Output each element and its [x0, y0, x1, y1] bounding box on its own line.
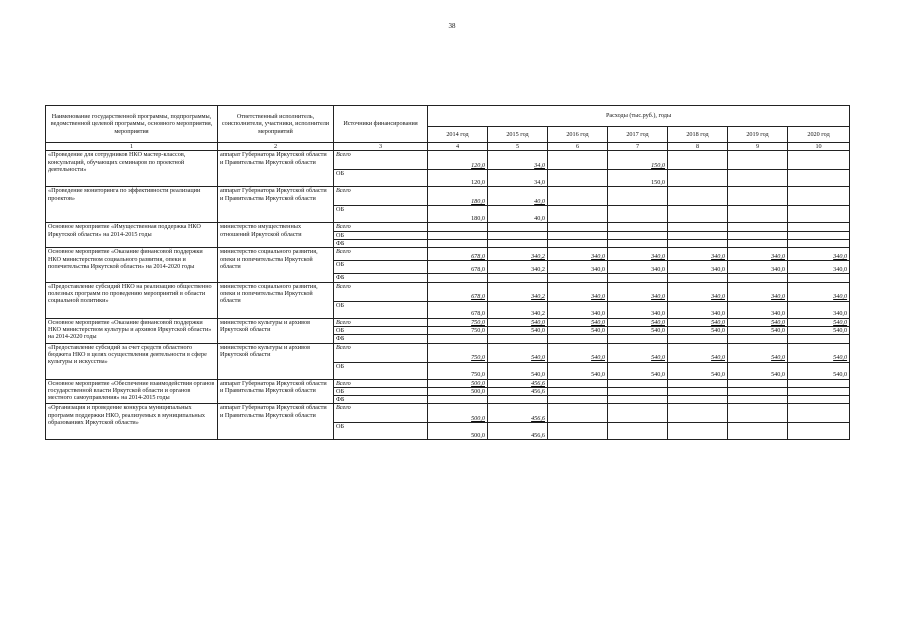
funding-source: ФБ — [334, 274, 428, 282]
expense-value: 150,0 — [608, 170, 668, 187]
header-expenses: Расходы (тыс.руб.), годы — [428, 106, 850, 127]
expense-value: 340,2 — [488, 248, 548, 261]
expense-value — [428, 335, 488, 343]
expense-value — [788, 379, 850, 387]
expense-value: 540,0 — [668, 326, 728, 334]
expense-value: 340,2 — [488, 261, 548, 274]
expense-value: 540,0 — [728, 343, 788, 362]
expense-value: 540,0 — [728, 326, 788, 334]
funding-source: Всего — [334, 318, 428, 326]
expense-value — [788, 170, 850, 187]
expense-value: 150,0 — [608, 151, 668, 170]
expense-value — [608, 239, 668, 247]
header-executor: Ответственный исполнитель, соисполнители, участники, исполнители мероприятий — [218, 106, 334, 143]
expense-value — [548, 223, 608, 231]
measure-name: «Проведение мониторинга по эффективности реализации проектов» — [46, 187, 218, 223]
expense-value: 750,0 — [428, 362, 488, 379]
header-year: 2015 год — [488, 127, 548, 143]
measure-name: «Организация и проведение конкурса муниципальных программ поддержки НКО, реализуемых в муниципальных образованиях Иркутской области» — [46, 404, 218, 440]
expense-value — [428, 396, 488, 404]
expense-value: 540,0 — [788, 362, 850, 379]
expense-value: 540,0 — [668, 318, 728, 326]
expense-value — [428, 231, 488, 239]
expense-value — [668, 187, 728, 206]
expense-value — [488, 239, 548, 247]
funding-source: ОБ — [334, 387, 428, 395]
table-row — [46, 343, 850, 362]
measure-executor: аппарат Губернатора Иркутской области и Правительства Иркутской области — [218, 151, 334, 187]
table-row — [46, 248, 850, 261]
expense-value: 340,0 — [728, 261, 788, 274]
funding-source: ОБ — [334, 362, 428, 379]
column-index: 8 — [668, 143, 728, 151]
expense-value — [548, 387, 608, 395]
expense-value — [668, 274, 728, 282]
expense-value — [548, 239, 608, 247]
expense-value: 540,0 — [608, 318, 668, 326]
expense-value — [788, 151, 850, 170]
expense-value: 40,0 — [488, 187, 548, 206]
measure-executor: аппарат Губернатора Иркутской области и Правительства Иркутской области — [218, 379, 334, 404]
header-year: 2017 год — [608, 127, 668, 143]
funding-source: Всего — [334, 223, 428, 231]
header-year: 2018 год — [668, 127, 728, 143]
funding-source: Всего — [334, 404, 428, 423]
expense-value: 540,0 — [548, 318, 608, 326]
column-index: 1 — [46, 143, 218, 151]
expense-value — [548, 170, 608, 187]
expense-value: 456,6 — [488, 379, 548, 387]
expense-value — [668, 170, 728, 187]
expense-value — [788, 187, 850, 206]
expense-value: 340,0 — [728, 248, 788, 261]
expense-value: 500,0 — [428, 404, 488, 423]
funding-source: ОБ — [334, 170, 428, 187]
column-index: 7 — [608, 143, 668, 151]
expense-value — [608, 187, 668, 206]
expense-value — [608, 379, 668, 387]
expense-value: 34,0 — [488, 170, 548, 187]
expense-value — [728, 274, 788, 282]
expense-value — [608, 274, 668, 282]
funding-source: Всего — [334, 151, 428, 170]
funding-source: ФБ — [334, 239, 428, 247]
expense-value: 340,0 — [548, 282, 608, 301]
expense-value: 540,0 — [728, 362, 788, 379]
expense-value — [608, 396, 668, 404]
expense-value: 340,0 — [728, 282, 788, 301]
table-row — [46, 404, 850, 423]
expense-value: 540,0 — [788, 326, 850, 334]
funding-source: ОБ — [334, 261, 428, 274]
table-row — [46, 151, 850, 170]
expense-value: 678,0 — [428, 248, 488, 261]
expense-value — [728, 170, 788, 187]
measure-name: Основное мероприятие «Оказание финансовой поддержки НКО министерством социального развития, опеки и попечительства Иркутской области» на 2014-2020 годы — [46, 248, 218, 282]
expense-value: 340,0 — [668, 282, 728, 301]
expense-value: 180,0 — [428, 187, 488, 206]
expense-value: 456,6 — [488, 387, 548, 395]
page-number: 38 — [448, 22, 456, 30]
table-row — [46, 223, 850, 231]
expense-value — [668, 206, 728, 223]
expense-value: 340,0 — [668, 301, 728, 318]
expense-value — [548, 206, 608, 223]
measure-name: Основное мероприятие «Имущественная поддержка НКО Иркутской области» на 2014-2015 годы — [46, 223, 218, 248]
expense-value: 500,0 — [428, 423, 488, 440]
expense-value — [728, 396, 788, 404]
expense-value — [788, 396, 850, 404]
measure-name: «Проведение для сотрудников НКО мастер-классов, консультаций, обучающих семинаров по проектной деятельности» — [46, 151, 218, 187]
expense-value — [548, 335, 608, 343]
expense-value: 540,0 — [548, 343, 608, 362]
expense-value — [728, 206, 788, 223]
table-row — [46, 379, 850, 387]
expense-value: 540,0 — [488, 318, 548, 326]
measure-name: «Предоставление субсидий за счет средств областного бюджета НКО в целях осуществления деятельности в сфере культуры и искусства» — [46, 343, 218, 379]
funding-source: ОБ — [334, 301, 428, 318]
expense-value: 456,6 — [488, 423, 548, 440]
column-index: 10 — [788, 143, 850, 151]
expense-value — [548, 379, 608, 387]
expense-value — [728, 423, 788, 440]
expense-value: 340,0 — [608, 301, 668, 318]
expense-value: 750,0 — [428, 318, 488, 326]
measure-name: Основное мероприятие «Обеспечение взаимодействия органов государственной власти Иркутской области и органов местного самоуправления» на 2014-2015 годы — [46, 379, 218, 404]
expense-value — [728, 387, 788, 395]
measure-executor: аппарат Губернатора Иркутской области и Правительства Иркутской области — [218, 404, 334, 440]
expense-value — [608, 423, 668, 440]
expense-value: 340,0 — [788, 248, 850, 261]
expense-value — [428, 223, 488, 231]
expense-value — [608, 206, 668, 223]
measure-name: Основное мероприятие «Оказание финансовой поддержки НКО министерством культуры и архивов Иркутской области» на 2014-2020 годы — [46, 318, 218, 343]
expense-value: 340,0 — [548, 301, 608, 318]
expense-value: 540,0 — [668, 343, 728, 362]
header-year: 2014 год — [428, 127, 488, 143]
funding-source: Всего — [334, 187, 428, 206]
column-index: 3 — [334, 143, 428, 151]
expense-value — [788, 335, 850, 343]
expense-value — [788, 423, 850, 440]
measure-executor: министерство культуры и архивов Иркутской области — [218, 343, 334, 379]
expense-value: 340,2 — [488, 282, 548, 301]
expense-value: 120,0 — [428, 170, 488, 187]
expense-value — [788, 231, 850, 239]
expense-value — [668, 396, 728, 404]
expense-value: 540,0 — [488, 362, 548, 379]
funding-source: Всего — [334, 248, 428, 261]
expense-value — [668, 151, 728, 170]
expense-value: 340,0 — [668, 261, 728, 274]
expense-value: 540,0 — [608, 362, 668, 379]
header-source: Источники финансирования — [334, 106, 428, 143]
measure-executor: министерство культуры и архивов Иркутской области — [218, 318, 334, 343]
expense-value: 340,2 — [488, 301, 548, 318]
header-year: 2019 год — [728, 127, 788, 143]
expense-value: 340,0 — [788, 282, 850, 301]
funding-source: ОБ — [334, 206, 428, 223]
expense-value — [668, 404, 728, 423]
expense-value — [428, 239, 488, 247]
measure-name: «Предоставление субсидий НКО на реализацию общественно полезных программ по проведению мероприятий в области социальной политики» — [46, 282, 218, 318]
expense-value: 340,0 — [608, 282, 668, 301]
expense-value — [548, 396, 608, 404]
expense-value — [788, 239, 850, 247]
expense-value — [668, 423, 728, 440]
funding-source: ОБ — [334, 231, 428, 239]
expense-value: 340,0 — [608, 261, 668, 274]
column-index: 9 — [728, 143, 788, 151]
expense-value: 540,0 — [548, 326, 608, 334]
expense-value — [788, 387, 850, 395]
expense-value: 678,0 — [428, 261, 488, 274]
expense-value: 340,0 — [668, 248, 728, 261]
expense-value — [788, 404, 850, 423]
header-year: 2020 год — [788, 127, 850, 143]
measure-executor: министерство социального развития, опеки и попечительства Иркутской области — [218, 282, 334, 318]
expense-value: 340,0 — [788, 261, 850, 274]
expense-value — [728, 231, 788, 239]
column-index: 4 — [428, 143, 488, 151]
measure-executor: министерство имущественных отношений Иркутской области — [218, 223, 334, 248]
expense-value — [668, 335, 728, 343]
expense-value: 540,0 — [488, 343, 548, 362]
expense-value — [788, 223, 850, 231]
header-name: Наименование государственной программы, подпрограммы, ведомственной целевой программы, основного мероприятия, мероприятия — [46, 106, 218, 143]
expense-value — [548, 151, 608, 170]
column-index: 5 — [488, 143, 548, 151]
expense-value: 500,0 — [428, 387, 488, 395]
expense-value: 120,0 — [428, 151, 488, 170]
expense-value — [548, 187, 608, 206]
expense-value — [548, 274, 608, 282]
measure-executor: министерство социального развития, опеки и попечительства Иркутской области — [218, 248, 334, 282]
expense-value — [728, 335, 788, 343]
expense-value: 540,0 — [788, 318, 850, 326]
expense-value — [488, 223, 548, 231]
expense-value: 40,0 — [488, 206, 548, 223]
table-row — [46, 187, 850, 206]
table-row — [46, 318, 850, 326]
expense-value — [668, 223, 728, 231]
expense-value — [548, 423, 608, 440]
expense-value: 34,0 — [488, 151, 548, 170]
expense-value — [668, 387, 728, 395]
expense-value — [788, 206, 850, 223]
expense-value — [488, 396, 548, 404]
expense-value — [728, 187, 788, 206]
expense-value — [608, 404, 668, 423]
funding-source: Всего — [334, 282, 428, 301]
expense-value — [488, 335, 548, 343]
expense-value: 678,0 — [428, 282, 488, 301]
expense-value — [728, 239, 788, 247]
expense-value — [608, 223, 668, 231]
expense-value — [608, 335, 668, 343]
expense-value — [488, 274, 548, 282]
funding-source: ФБ — [334, 335, 428, 343]
expense-value: 500,0 — [428, 379, 488, 387]
expense-value — [728, 151, 788, 170]
expense-value — [608, 231, 668, 239]
expense-value — [728, 379, 788, 387]
expense-value: 340,0 — [728, 301, 788, 318]
expense-value — [488, 231, 548, 239]
column-index: 6 — [548, 143, 608, 151]
column-index: 2 — [218, 143, 334, 151]
expense-value — [548, 231, 608, 239]
funding-source: ОБ — [334, 326, 428, 334]
expense-value: 678,0 — [428, 301, 488, 318]
expense-value: 540,0 — [728, 318, 788, 326]
funding-source: Всего — [334, 343, 428, 362]
measure-executor: аппарат Губернатора Иркутской области и Правительства Иркутской области — [218, 187, 334, 223]
expense-value: 540,0 — [548, 362, 608, 379]
expense-value: 750,0 — [428, 343, 488, 362]
budget-table — [45, 105, 850, 440]
funding-source: ОБ — [334, 423, 428, 440]
expense-value: 340,0 — [788, 301, 850, 318]
expense-value — [728, 404, 788, 423]
expense-value: 540,0 — [788, 343, 850, 362]
expense-value — [608, 387, 668, 395]
expense-value: 540,0 — [488, 326, 548, 334]
funding-source: Всего — [334, 379, 428, 387]
expense-value: 540,0 — [608, 326, 668, 334]
expense-value — [728, 223, 788, 231]
expense-value — [788, 274, 850, 282]
expense-value: 540,0 — [668, 362, 728, 379]
expense-value: 340,0 — [548, 248, 608, 261]
expense-value: 340,0 — [608, 248, 668, 261]
header-year: 2016 год — [548, 127, 608, 143]
expense-value — [668, 239, 728, 247]
expense-value — [668, 231, 728, 239]
expense-value: 750,0 — [428, 326, 488, 334]
expense-value: 456,6 — [488, 404, 548, 423]
table-row — [46, 282, 850, 301]
expense-value — [428, 274, 488, 282]
expense-value — [668, 379, 728, 387]
expense-value: 180,0 — [428, 206, 488, 223]
expense-value — [548, 404, 608, 423]
expense-value: 540,0 — [608, 343, 668, 362]
funding-source: ФБ — [334, 396, 428, 404]
expense-value: 340,0 — [548, 261, 608, 274]
